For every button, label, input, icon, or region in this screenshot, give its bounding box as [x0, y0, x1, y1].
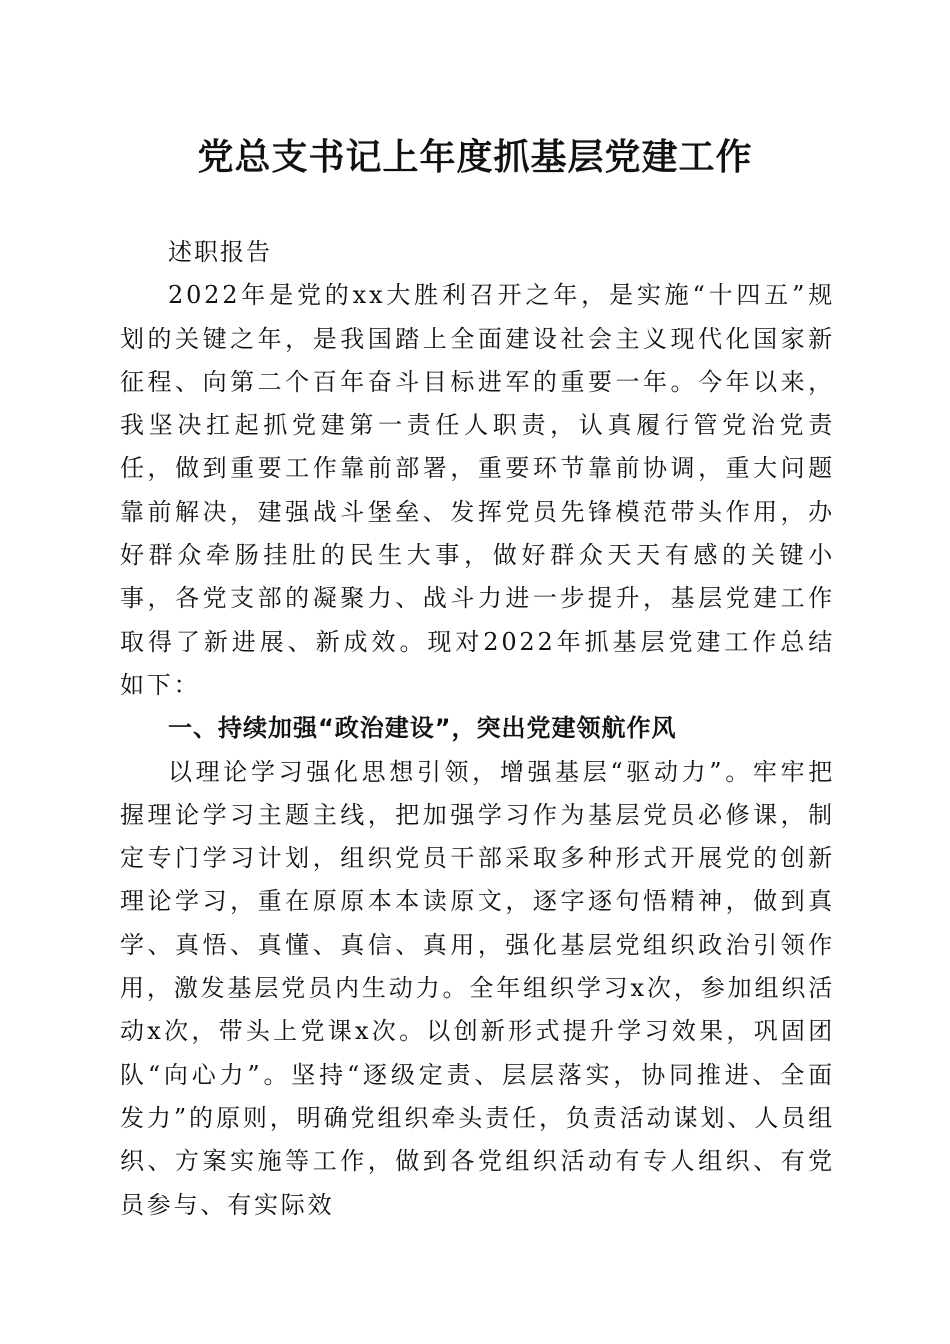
document-body: [120, 231, 835, 1227]
subtitle-line: 述职报告: [168, 238, 272, 266]
document-title: 党总支书记上年度抓基层党建工作: [197, 136, 753, 178]
intro-paragraph: 2022年是党的xx大胜利召开之年，是实施“十四五”规划的关键之年，是我国踏上全面建设社会主义现代化国家新征程、向第二个百年奋斗目标进军的重要一年。今年以来，我坚决扛起抓党建第一责任人职责，认真履行管党治党责任，做到重要工作靠前部署，重要环节靠前协调，重大问题靠前解决，建强战斗堡垒、发挥党员先锋模范带头作用，办好群众牵肠挂肚的民生大事，做好群众天天有感的关键小事，各党支部的凝聚力、战斗力进一步提升，基层党建工作取得了新进展、新成效。现对2022年抓基层党建工作总结如下：: [120, 281, 835, 699]
section-paragraph: 以理论学习强化思想引领，增强基层“驱动力”。牢牢把握理论学习主题主线，把加强学习作为基层党员必修课，制定专门学习计划，组织党员干部采取多种形式开展党的创新理论学习，重在原原本本读原文，逐字逐句悟精神，做到真学、真悟、真懂、真信、真用，强化基层党组织政治引领作用，激发基层党员内生动力。全年组织学习x次，参加组织活动x次，带头上党课x次。以创新形式提升学习效果，巩固团队“向心力”。坚持“逐级定责、层层落实，协同推进、全面发力”的原则，明确党组织牵头责任，负责活动谋划、人员组织、方案实施等工作，做到各党组织活动有专人组织、有党员参与、有实际效: [120, 757, 835, 1219]
section-heading: 一、持续加强“政治建设”，突出党建领航作风: [168, 714, 677, 743]
